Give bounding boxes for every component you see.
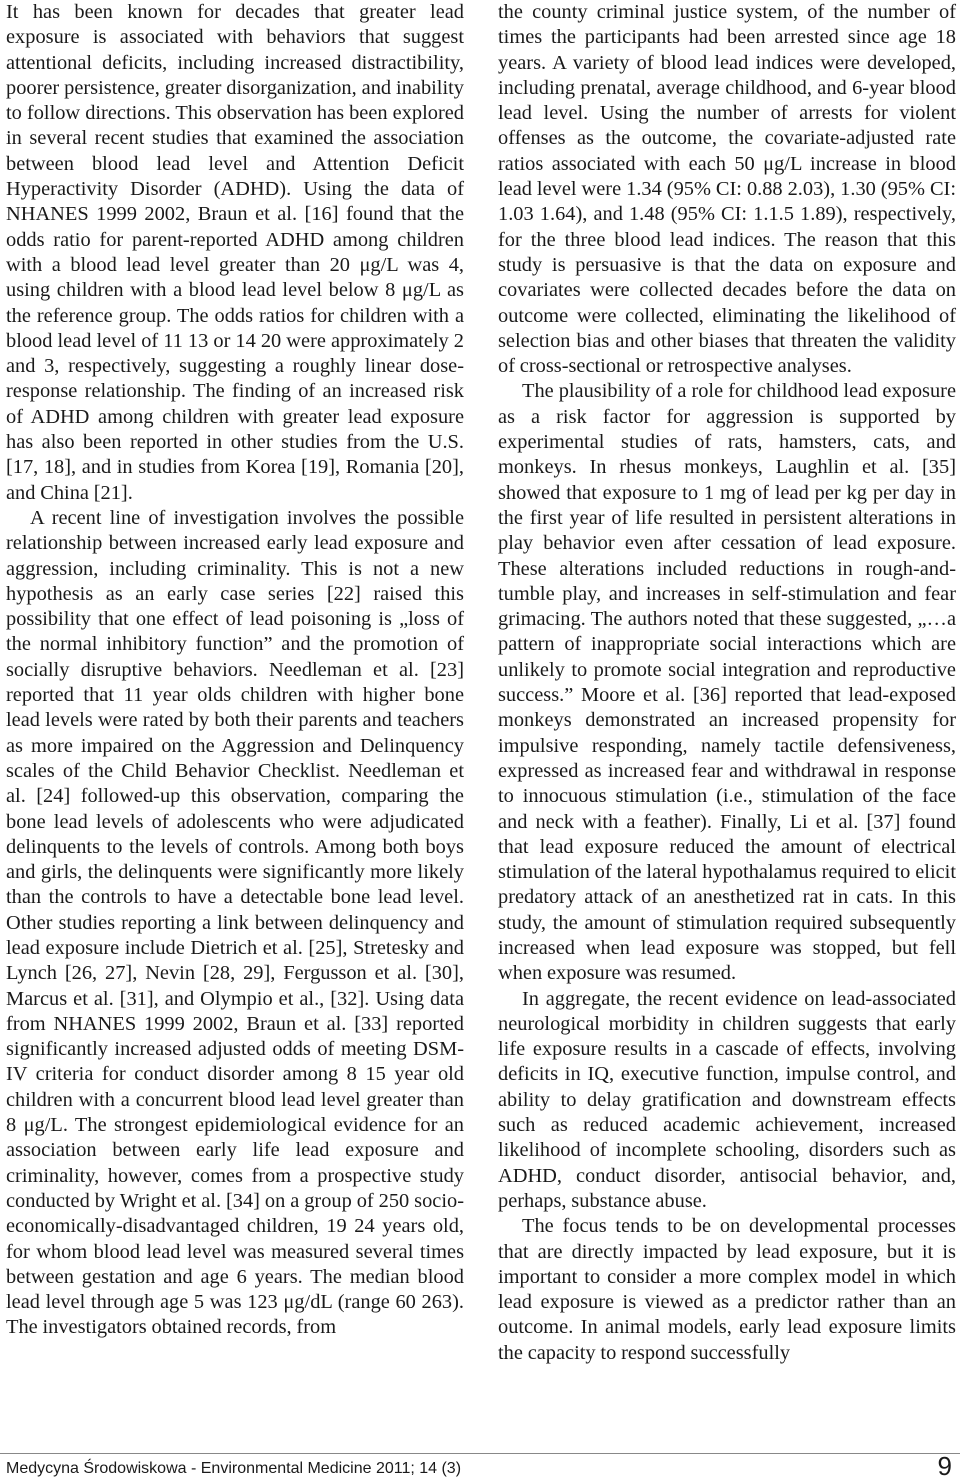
paragraph-aggression-criminality: A recent line of investigation involves the possible relationship between increased early lead exposure and aggression, including criminality. This is not a new hypothesis as an early case series [22] raised this possibility that one effect of lead poisoning is „loss of the normal inhibitory function” and the promotion of socially disruptive behaviors. Needleman et al. [23] reported that 11 year olds children with higher bone lead levels were rated by both their parents and teachers as more impaired on the Aggression and Delinquency scales of the Child Behavior Checklist. Needleman et al. [24] followed-up this observation, comparing the bone lead levels of adolescents who were adjudicated delinquents to the levels of controls. Among both boys and girls, the delinquents were significantly more likely than the controls to have a detectable bone lead level. Other studies reporting a link between delinquency and lead exposure include Dietrich et al. [25], Stretesky and Lynch [26, 27], Nevin [28, 29], Fergusson et al. [30], Marcus et al. [31], and Olympio et al., [32]. Using data from NHANES 1999 2002, Braun et al. [33] reported significantly increased adjusted odds of meeting DSM-IV criteria for conduct disorder among 8 15 year old children with a concurrent blood lead level greater than 8 μg/L. The strongest epidemiological evidence for an association between early life lead exposure and criminality, however, comes from a prospective study conducted by Wright et al. [34] on a group of 250 socio-economically-disadvantaged children, 19 24 years old, for whom blood lead level was measured several times between gestation and age 6 years. The median blood lead level through age 5 was 123 μg/dL (range 60 263). The investigators obtained records, from [6,506,464,1339]
journal-citation: Medycyna Środowiskowa - Environmental Medicine 2011; 14 (3) [6,1460,462,1477]
page-number: 9 [937,1451,952,1481]
paragraph-criminal-records-continued: the county criminal justice system, of the number of times the participants had been arrested since age 18 years. A variety of blood lead indices were developed, including prenatal, average childhood, and 6-year blood lead level. Using the number of arrests for violent offenses as the outcome, the covariate-adjusted rate ratios associated with each 50 μg/L increase in blood lead level were 1.34 (95% CI: 0.88 2.03), 1.30 (95% CI: 1.03 1.64), and 1.48 (95% CI: 1.1.5 1.89), respectively, for the three blood lead indices. The reason that this study is persuasive is that the data on exposure and covariates were collected decades before the data on outcome were collected, eliminating the likelihood of selection bias and other biases that threaten the validity of cross-sectional or retrospective analyses. [498,1,956,378]
left-text-column [6,0,464,1341]
paragraph-adhd-lead: It has been known for decades that greater lead exposure is associated with behaviors that suggest attentional deficits, including increased distractibility, poorer persistence, greater disorganization, and inability to follow directions. This observation has been explored in several recent studies that examined the association between blood lead level and Attention Deficit Hyperactivity Disorder (ADHD). Using the data of NHANES 1999 2002, Braun et al. [16] found that the odds ratio for parent-reported ADHD among children with a blood lead level greater than 20 μg/L was 4, using children with a blood lead level below 8 μg/L as the reference group. The odds ratios for children with a blood lead level of 11 13 or 14 20 were approximately 2 and 3, respectively, suggesting a roughly linear dose-response relationship. The finding of an increased risk of ADHD among children with greater lead exposure has also been reported in other studies from the U.S. [17, 18], and in studies from Korea [19], Romania [20], and China [21]. [6,1,464,504]
right-text-column [498,0,956,1366]
footer-divider [0,1453,960,1454]
paragraph-aggregate-evidence: In aggregate, the recent evidence on lead-associated neurological morbidity in children suggests that early life exposure results in a cascade of effects, involving deficits in IQ, executive function, impulse control, and ability to delay gratification and downstream effects such as reduced academic achievement, increased likelihood of incomplete schooling, disorders such as ADHD, conduct disorder, antisocial behavior, and, perhaps, substance abuse. [498,987,956,1212]
paragraph-developmental-processes: The focus tends to be on developmental processes that are directly impacted by lead exposure, but it is important to consider a more complex model in which lead exposure is viewed as a predictor rather than an outcome. In animal models, early lead exposure limits the capacity to respond successfully [498,1215,956,1364]
paragraph-animal-studies: The plausibility of a role for childhood lead exposure as a risk factor for aggression is supported by experimental studies of rats, hamsters, cats, and monkeys. In rhesus monkeys, Laughlin et al. [35] showed that exposure to 1 mg of lead per kg per day in the first year of life resulted in persistent alterations in play behavior even after cessation of lead exposure. These alterations included reductions in rough-and-tumble play, and increases in self-stimulation and fear grimacing. The authors noted that these suggested, „…a pattern of inappropriate social interactions which are unlikely to promote social integration and reproductive success.” Moore et al. [36] reported that lead-exposed monkeys demonstrated an increased propensity for impulsive responding, namely tactile defensiveness, expressed as increased fear and withdrawal in response to innocuous stimulation (i.e., stimulation of the face and neck with a feather). Finally, Li et al. [37] found that lead exposure reduced the amount of electrical stimulation of the lateral hypothalamus required to elicit predatory attack of an anesthetized rat in cats. In this study, the amount of stimulation required subsequently increased when lead exposure was stopped, but fell when exposure was resumed. [498,380,956,985]
